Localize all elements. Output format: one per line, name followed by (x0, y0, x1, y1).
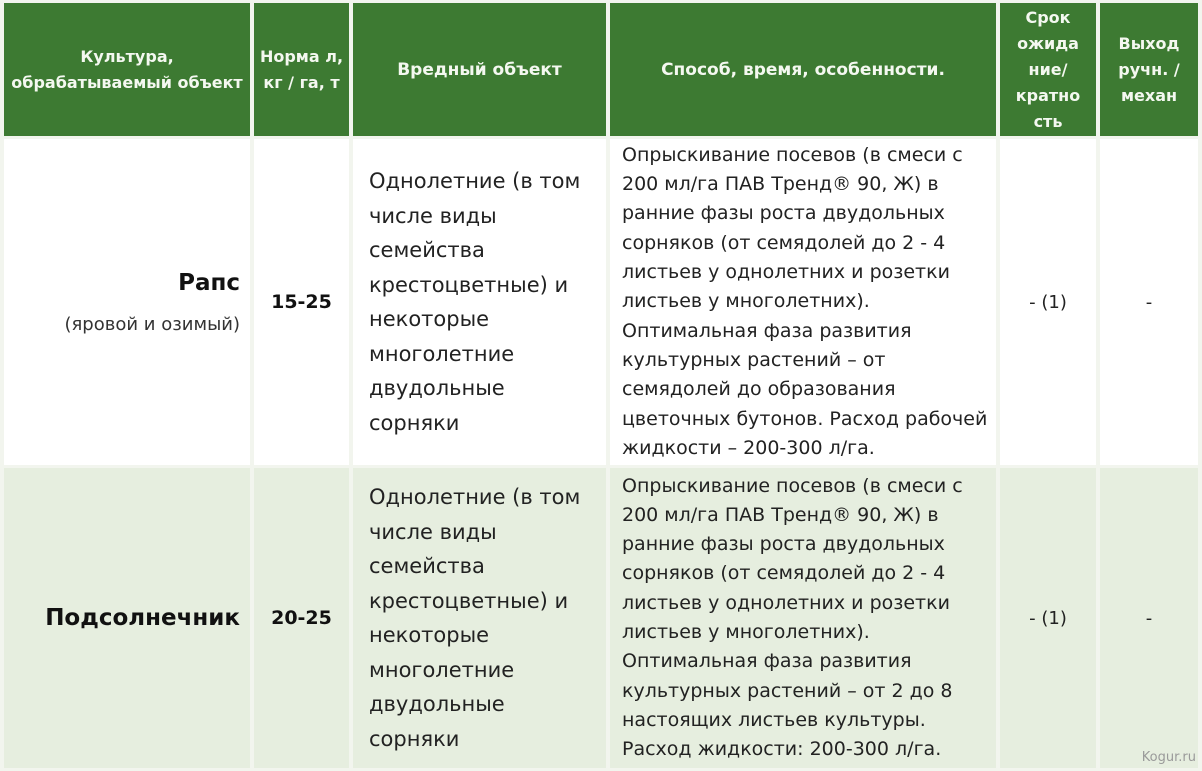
pest-cell: Однолетние (в том числе виды семейства крестоцветные) и некоторые многолетние двудольные сорняки (353, 468, 606, 768)
table-row (4, 468, 1198, 768)
crop-note: (яровой и озимый) (64, 313, 240, 335)
crop-name: Рапс (178, 269, 240, 296)
header-pest: Вредный объект (353, 3, 606, 136)
header-exit: Выход ручн. /механ (1100, 3, 1198, 136)
watermark: Kogur.ru (1141, 750, 1196, 765)
exit-cell: - (1100, 139, 1198, 465)
header-row (4, 3, 1198, 136)
header-wait: Срок ожида ние/ кратно сть (1000, 3, 1096, 136)
header-method: Способ, время, особенности. (610, 3, 996, 136)
crop-name: Подсолнечник (45, 605, 240, 631)
table-row (4, 139, 1198, 465)
method-cell: Опрыскивание посевов (в смеси с 200 мл/га ПАВ Тренд® 90, Ж) в ранние фазы роста двудольных сорняков (от семядолей до 2 - 4 листьев у однолетних и розетки листьев у многолетних). Оптимальная фаза развития культурных растений – от 2 до 8 настоящих листьев культуры. Расход жидкости: 200-300 л/га. (610, 468, 996, 768)
pest-cell: Однолетние (в том числе виды семейства крестоцветные) и некоторые многолетние двудольные сорняки (353, 139, 606, 465)
header-rate: Норма л, кг / га, т (254, 3, 349, 136)
wait-cell: - (1) (1000, 139, 1096, 465)
exit-cell: - (1100, 468, 1198, 768)
rate-cell: 20-25 (254, 468, 349, 768)
crop-cell (4, 468, 250, 768)
wait-cell: - (1) (1000, 468, 1096, 768)
header-crop: Культура, обрабатываемый объект (4, 3, 250, 136)
rate-cell: 15-25 (254, 139, 349, 465)
method-cell: Опрыскивание посевов (в смеси с 200 мл/га ПАВ Тренд® 90, Ж) в ранние фазы роста двудольных сорняков (от семядолей до 2 - 4 листьев у однолетних и розетки листьев у многолетних). Оптимальная фаза развития культурных растений – от семядолей до образования цветочных бутонов. Расход рабочей жидкости – 200-300 л/га. (610, 139, 996, 465)
crop-cell (4, 139, 250, 465)
